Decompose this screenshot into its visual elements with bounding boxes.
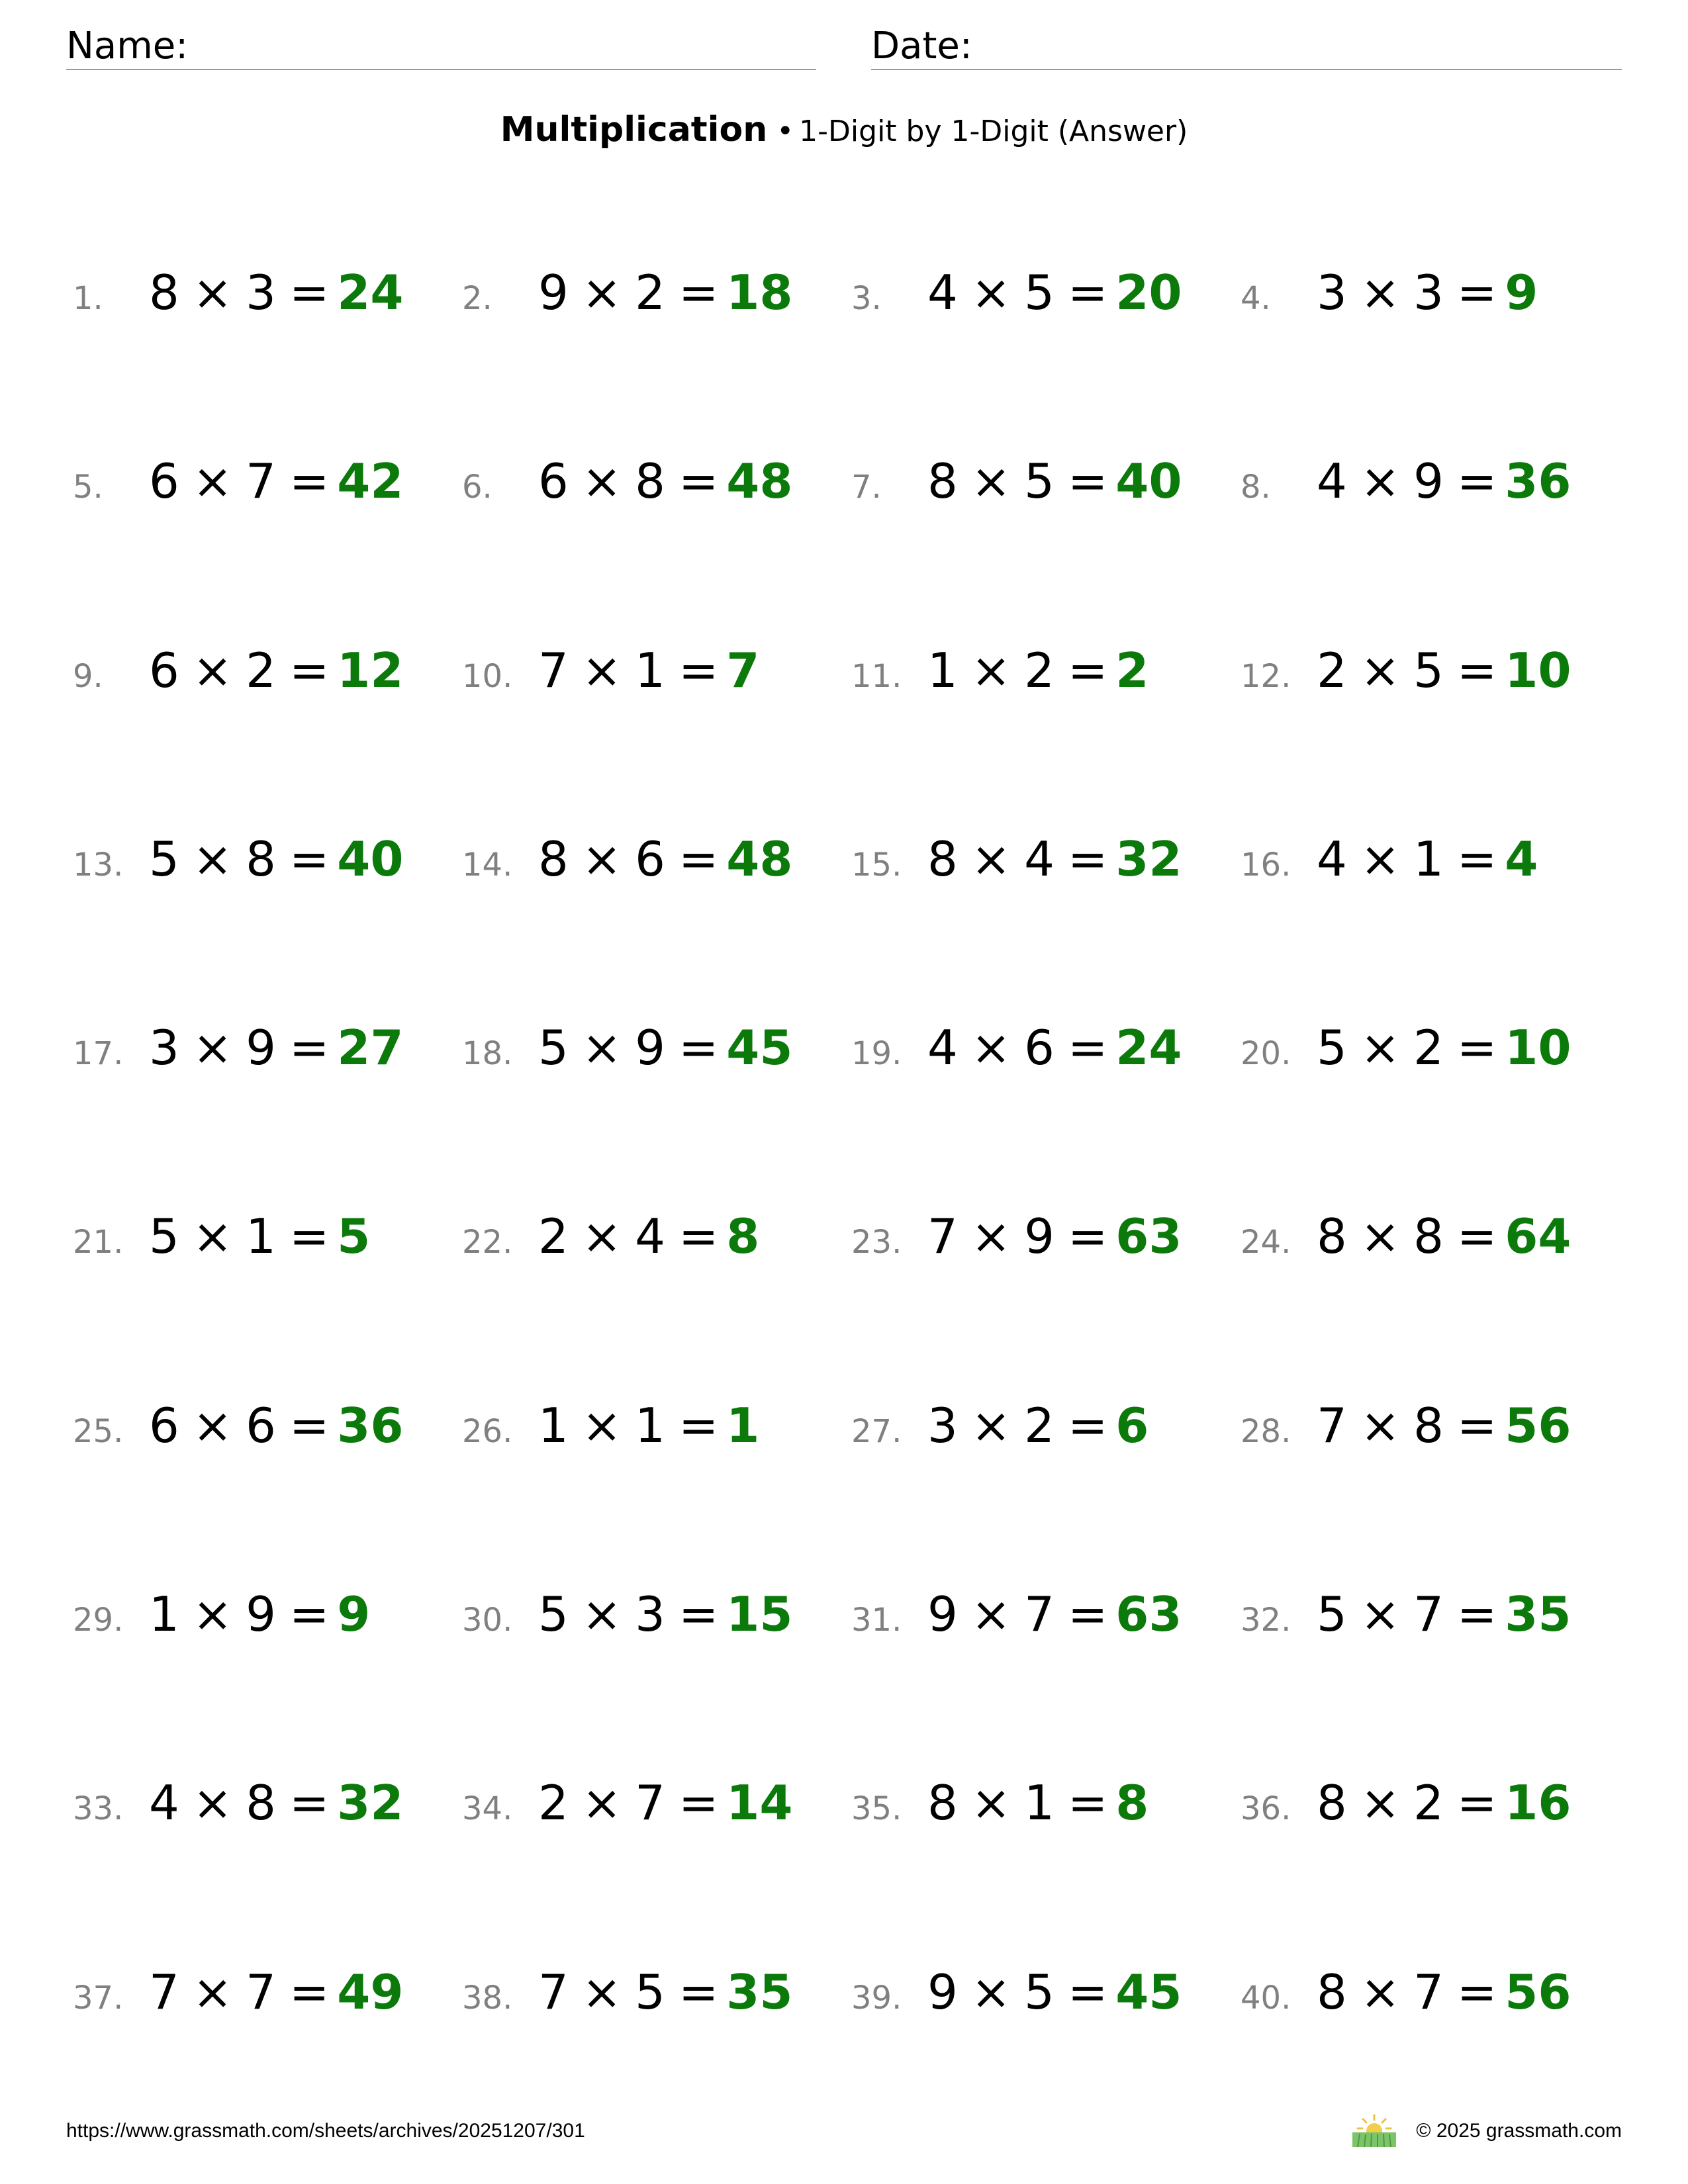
problem-number: 12. (1241, 657, 1291, 695)
problem-item (73, 1180, 462, 1293)
problem-item (1241, 614, 1630, 727)
factor-b: 8 (635, 453, 665, 510)
answer: 63 (1115, 1208, 1182, 1265)
times-sign: × (581, 1208, 622, 1265)
factor-b: 1 (246, 1208, 276, 1265)
factor-b: 3 (1413, 265, 1444, 320)
problem-item (851, 614, 1241, 727)
factor-a: 7 (538, 642, 569, 698)
problem-number: 26. (462, 1412, 513, 1450)
factor-a: 5 (538, 1020, 569, 1076)
problem-item (462, 425, 851, 537)
answer: 64 (1505, 1208, 1571, 1265)
answer: 49 (337, 1964, 404, 2020)
factor-b: 8 (1413, 1397, 1444, 1453)
times-sign: × (192, 1397, 233, 1453)
equals-sign: = (1067, 1020, 1108, 1076)
problem-number: 29. (73, 1602, 124, 1639)
factor-a: 4 (927, 265, 958, 320)
factor-b: 1 (635, 1397, 665, 1453)
times-sign: × (192, 1775, 233, 1831)
equals-sign: = (1456, 453, 1497, 510)
problem-item (462, 236, 851, 349)
answer: 12 (337, 642, 404, 698)
factor-a: 8 (927, 831, 958, 887)
answer: 48 (726, 453, 793, 510)
equals-sign: = (289, 453, 330, 510)
factor-b: 9 (1024, 1208, 1055, 1265)
factor-a: 5 (538, 1586, 569, 1643)
equals-sign: = (289, 1020, 330, 1076)
factor-a: 2 (538, 1775, 569, 1831)
problem-number: 17. (73, 1035, 124, 1073)
answer: 40 (1115, 453, 1182, 510)
times-sign: × (192, 1208, 233, 1265)
times-sign: × (1360, 265, 1401, 320)
problem-item (1241, 425, 1630, 537)
grass-sun-logo-icon (1350, 2114, 1399, 2148)
answer: 18 (726, 265, 793, 320)
problem-item (462, 1180, 851, 1293)
problem-item (851, 991, 1241, 1104)
answer: 32 (337, 1775, 404, 1831)
equals-sign: = (1067, 642, 1108, 698)
factor-a: 2 (1317, 642, 1347, 698)
problem-number: 24. (1241, 1224, 1291, 1261)
problem-item (73, 991, 462, 1104)
factor-a: 8 (1317, 1208, 1347, 1265)
times-sign: × (192, 831, 233, 887)
factor-b: 5 (1413, 642, 1444, 698)
times-sign: × (970, 1020, 1011, 1076)
problem-item (1241, 1936, 1630, 2048)
problem-number: 27. (851, 1412, 902, 1450)
factor-a: 3 (1317, 265, 1347, 320)
problem-number: 35. (851, 1790, 902, 1828)
factor-a: 9 (927, 1586, 958, 1643)
times-sign: × (1360, 831, 1401, 887)
problem-number: 7. (851, 469, 882, 506)
problem-number: 36. (1241, 1790, 1291, 1828)
equals-sign: = (1456, 1020, 1497, 1076)
problem-item (1241, 1747, 1630, 1859)
factor-b: 6 (635, 831, 665, 887)
answer: 32 (1115, 831, 1182, 887)
problem-number: 19. (851, 1035, 902, 1073)
problem-number: 1. (73, 280, 103, 317)
problem-item (462, 803, 851, 915)
answer: 6 (1115, 1397, 1149, 1453)
answer: 15 (726, 1586, 793, 1643)
factor-b: 1 (1024, 1775, 1055, 1831)
times-sign: × (970, 453, 1011, 510)
problem-number: 16. (1241, 846, 1291, 884)
problem-number: 10. (462, 657, 513, 695)
problem-item (851, 1180, 1241, 1293)
factor-b: 1 (635, 642, 665, 698)
factor-a: 1 (538, 1397, 569, 1453)
factor-a: 4 (927, 1020, 958, 1076)
factor-a: 6 (149, 642, 179, 698)
equals-sign: = (678, 1020, 719, 1076)
problem-item (73, 1936, 462, 2048)
factor-b: 7 (246, 453, 276, 510)
problem-item (1241, 236, 1630, 349)
answer: 4 (1505, 831, 1538, 887)
problem-item (1241, 803, 1630, 915)
problem-number: 30. (462, 1602, 513, 1639)
problem-item (851, 1558, 1241, 1670)
equals-sign: = (1456, 265, 1497, 320)
problem-item (462, 1369, 851, 1482)
factor-b: 5 (1024, 453, 1055, 510)
problem-item (1241, 991, 1630, 1104)
factor-b: 9 (246, 1020, 276, 1076)
footer-url[interactable]: https://www.grassmath.com/sheets/archives/20251207/301 (66, 2120, 585, 2142)
factor-b: 8 (1413, 1208, 1444, 1265)
times-sign: × (581, 1964, 622, 2020)
problem-item (851, 236, 1241, 349)
problem-item (462, 1558, 851, 1670)
equals-sign: = (289, 265, 330, 320)
answer: 24 (1115, 1020, 1182, 1076)
times-sign: × (192, 265, 233, 320)
problem-item (462, 1936, 851, 2048)
problem-number: 21. (73, 1224, 124, 1261)
problem-item (851, 1369, 1241, 1482)
factor-a: 7 (1317, 1397, 1347, 1453)
equals-sign: = (678, 1775, 719, 1831)
problem-item (73, 803, 462, 915)
problem-item (851, 803, 1241, 915)
factor-a: 5 (149, 831, 179, 887)
problem-item (462, 1747, 851, 1859)
factor-a: 8 (1317, 1775, 1347, 1831)
factor-b: 3 (635, 1586, 665, 1643)
answer: 45 (726, 1020, 793, 1076)
times-sign: × (192, 1964, 233, 2020)
factor-b: 9 (246, 1586, 276, 1643)
answer: 42 (337, 453, 404, 510)
times-sign: × (581, 831, 622, 887)
problem-item (1241, 1180, 1630, 1293)
title-subtitle: 1-Digit by 1-Digit (Answer) (799, 114, 1188, 148)
problem-number: 28. (1241, 1412, 1291, 1450)
times-sign: × (192, 642, 233, 698)
equals-sign: = (1067, 1964, 1108, 2020)
problem-number: 13. (73, 846, 124, 884)
times-sign: × (1360, 1020, 1401, 1076)
problem-item (851, 1747, 1241, 1859)
problem-number: 5. (73, 469, 103, 506)
answer: 27 (337, 1020, 404, 1076)
problem-number: 32. (1241, 1602, 1291, 1639)
times-sign: × (1360, 1964, 1401, 2020)
problem-number: 18. (462, 1035, 513, 1073)
equals-sign: = (678, 1586, 719, 1643)
problem-number: 40. (1241, 1979, 1291, 2017)
equals-sign: = (1456, 1208, 1497, 1265)
factor-b: 7 (246, 1964, 276, 2020)
problem-grid (73, 236, 1630, 2124)
times-sign: × (970, 265, 1011, 320)
answer: 35 (1505, 1586, 1571, 1643)
equals-sign: = (289, 1208, 330, 1265)
problem-number: 38. (462, 1979, 513, 2017)
factor-a: 8 (927, 1775, 958, 1831)
equals-sign: = (678, 1208, 719, 1265)
worksheet-title (0, 106, 1688, 156)
problem-number: 33. (73, 1790, 124, 1828)
copyright-text: © 2025 grassmath.com (1416, 2120, 1622, 2142)
answer: 40 (337, 831, 404, 887)
problem-item (73, 1558, 462, 1670)
factor-a: 1 (149, 1586, 179, 1643)
factor-b: 2 (1024, 1397, 1055, 1453)
problem-number: 8. (1241, 469, 1271, 506)
equals-sign: = (678, 1964, 719, 2020)
times-sign: × (581, 1397, 622, 1453)
title-separator: • (776, 114, 794, 148)
times-sign: × (581, 642, 622, 698)
equals-sign: = (1067, 1208, 1108, 1265)
times-sign: × (970, 831, 1011, 887)
answer: 16 (1505, 1775, 1571, 1831)
equals-sign: = (678, 453, 719, 510)
times-sign: × (581, 1775, 622, 1831)
equals-sign: = (1067, 831, 1108, 887)
answer: 56 (1505, 1964, 1571, 2020)
equals-sign: = (1456, 1397, 1497, 1453)
factor-a: 6 (538, 453, 569, 510)
problem-number: 34. (462, 1790, 513, 1828)
times-sign: × (192, 1586, 233, 1643)
date-label: Date: (871, 24, 972, 68)
times-sign: × (1360, 1586, 1401, 1643)
factor-a: 8 (927, 453, 958, 510)
factor-a: 4 (1317, 453, 1347, 510)
answer: 63 (1115, 1586, 1182, 1643)
factor-a: 7 (927, 1208, 958, 1265)
factor-a: 3 (927, 1397, 958, 1453)
equals-sign: = (678, 1397, 719, 1453)
problem-number: 23. (851, 1224, 902, 1261)
factor-a: 7 (538, 1964, 569, 2020)
answer: 35 (726, 1964, 793, 2020)
factor-b: 2 (246, 642, 276, 698)
times-sign: × (581, 1586, 622, 1643)
factor-b: 2 (1024, 642, 1055, 698)
factor-b: 9 (1413, 453, 1444, 510)
factor-a: 8 (538, 831, 569, 887)
times-sign: × (1360, 642, 1401, 698)
times-sign: × (581, 1020, 622, 1076)
times-sign: × (970, 642, 1011, 698)
answer: 5 (337, 1208, 371, 1265)
factor-a: 8 (149, 265, 179, 320)
factor-a: 4 (1317, 831, 1347, 887)
factor-b: 3 (246, 265, 276, 320)
answer: 9 (337, 1586, 371, 1643)
factor-a: 9 (927, 1964, 958, 2020)
answer: 36 (337, 1397, 404, 1453)
answer: 36 (1505, 453, 1571, 510)
times-sign: × (970, 1397, 1011, 1453)
factor-b: 6 (246, 1397, 276, 1453)
problem-number: 37. (73, 1979, 124, 2017)
equals-sign: = (289, 1775, 330, 1831)
problem-item (73, 614, 462, 727)
factor-b: 6 (1024, 1020, 1055, 1076)
problem-item (1241, 1369, 1630, 1482)
factor-b: 7 (1413, 1586, 1444, 1643)
problem-number: 15. (851, 846, 902, 884)
factor-b: 7 (635, 1775, 665, 1831)
times-sign: × (192, 1020, 233, 1076)
times-sign: × (970, 1208, 1011, 1265)
answer: 45 (1115, 1964, 1182, 2020)
equals-sign: = (678, 831, 719, 887)
problem-number: 4. (1241, 280, 1271, 317)
factor-b: 5 (1024, 1964, 1055, 2020)
problem-number: 31. (851, 1602, 902, 1639)
factor-b: 7 (1413, 1964, 1444, 2020)
title-main: Multiplication (500, 110, 768, 150)
answer: 24 (337, 265, 404, 320)
answer: 9 (1505, 265, 1538, 320)
equals-sign: = (1456, 1775, 1497, 1831)
equals-sign: = (289, 1964, 330, 2020)
times-sign: × (1360, 453, 1401, 510)
equals-sign: = (289, 831, 330, 887)
answer: 1 (726, 1397, 760, 1453)
factor-b: 7 (1024, 1586, 1055, 1643)
equals-sign: = (1067, 1586, 1108, 1643)
equals-sign: = (289, 642, 330, 698)
date-field[interactable] (871, 24, 1622, 70)
problem-number: 9. (73, 657, 103, 695)
factor-a: 6 (149, 453, 179, 510)
answer: 48 (726, 831, 793, 887)
problem-item (73, 425, 462, 537)
equals-sign: = (1456, 831, 1497, 887)
problem-item (462, 614, 851, 727)
problem-item (73, 1747, 462, 1859)
equals-sign: = (1067, 1397, 1108, 1453)
factor-b: 2 (1413, 1020, 1444, 1076)
problem-number: 39. (851, 1979, 902, 2017)
equals-sign: = (678, 265, 719, 320)
times-sign: × (970, 1964, 1011, 2020)
equals-sign: = (678, 642, 719, 698)
footer-brand (1350, 2114, 1622, 2148)
factor-a: 5 (1317, 1020, 1347, 1076)
times-sign: × (581, 453, 622, 510)
problem-number: 22. (462, 1224, 513, 1261)
problem-item (1241, 1558, 1630, 1670)
problem-number: 11. (851, 657, 902, 695)
answer: 7 (726, 642, 760, 698)
answer: 10 (1505, 642, 1571, 698)
times-sign: × (1360, 1397, 1401, 1453)
equals-sign: = (289, 1397, 330, 1453)
problem-number: 2. (462, 280, 492, 317)
equals-sign: = (1456, 1964, 1497, 2020)
times-sign: × (970, 1586, 1011, 1643)
problem-item (462, 991, 851, 1104)
factor-b: 2 (635, 265, 665, 320)
times-sign: × (581, 265, 622, 320)
problem-number: 6. (462, 469, 492, 506)
name-label: Name: (66, 24, 189, 68)
answer: 10 (1505, 1020, 1571, 1076)
problem-item (851, 1936, 1241, 2048)
factor-b: 5 (1024, 265, 1055, 320)
answer: 20 (1115, 265, 1182, 320)
factor-a: 4 (149, 1775, 179, 1831)
problem-item (73, 1369, 462, 1482)
answer: 14 (726, 1775, 793, 1831)
factor-b: 4 (635, 1208, 665, 1265)
factor-a: 5 (1317, 1586, 1347, 1643)
answer: 8 (1115, 1775, 1149, 1831)
factor-a: 6 (149, 1397, 179, 1453)
factor-a: 1 (927, 642, 958, 698)
problem-number: 14. (462, 846, 513, 884)
factor-b: 4 (1024, 831, 1055, 887)
equals-sign: = (1067, 453, 1108, 510)
answer: 8 (726, 1208, 760, 1265)
factor-a: 3 (149, 1020, 179, 1076)
equals-sign: = (1067, 1775, 1108, 1831)
times-sign: × (192, 453, 233, 510)
factor-a: 8 (1317, 1964, 1347, 2020)
equals-sign: = (289, 1586, 330, 1643)
answer: 2 (1115, 642, 1149, 698)
factor-a: 2 (538, 1208, 569, 1265)
times-sign: × (970, 1775, 1011, 1831)
factor-a: 7 (149, 1964, 179, 2020)
factor-b: 5 (635, 1964, 665, 2020)
times-sign: × (1360, 1208, 1401, 1265)
answer: 56 (1505, 1397, 1571, 1453)
problem-number: 3. (851, 280, 882, 317)
factor-b: 9 (635, 1020, 665, 1076)
factor-b: 1 (1413, 831, 1444, 887)
equals-sign: = (1456, 1586, 1497, 1643)
problem-number: 25. (73, 1412, 124, 1450)
name-field[interactable] (66, 24, 816, 70)
factor-b: 8 (246, 831, 276, 887)
times-sign: × (1360, 1775, 1401, 1831)
equals-sign: = (1456, 642, 1497, 698)
factor-a: 9 (538, 265, 569, 320)
equals-sign: = (1067, 265, 1108, 320)
factor-b: 8 (246, 1775, 276, 1831)
problem-item (851, 425, 1241, 537)
problem-number: 20. (1241, 1035, 1291, 1073)
problem-item (73, 236, 462, 349)
factor-a: 5 (149, 1208, 179, 1265)
factor-b: 2 (1413, 1775, 1444, 1831)
